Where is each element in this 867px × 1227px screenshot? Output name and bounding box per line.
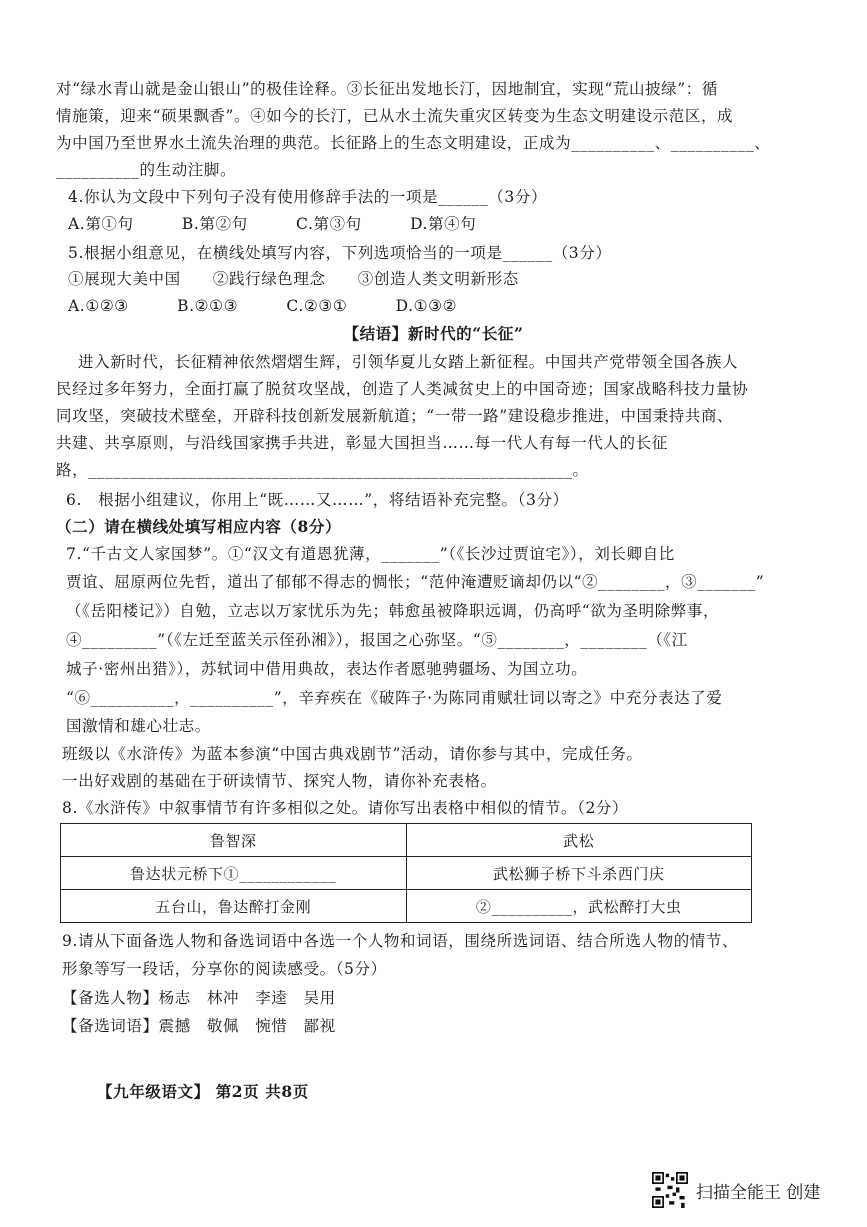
question-7-line: 贾谊、屈原两位先哲，道出了郁郁不得志的惆怅；“范仲淹遭贬谪却仍以“②________，③_______”: [66, 573, 765, 591]
table-cell: 鲁达状元桥下①____________: [61, 857, 407, 890]
conclusion-line: 共建、共享原则，与沿线国家携手共进，彰显大国担当……每一代人有每一代人的长征: [56, 434, 668, 452]
question-7-line: “⑥__________，__________”，辛弃疾在《破阵子·为陈同甫赋壮词以寄之》中充分表达了爱: [66, 689, 723, 707]
qr-code-icon: [652, 1172, 688, 1208]
question-6: 6. 根据小组建议，你用上“既……又……”，将结语补充完整。（3分）: [66, 491, 569, 509]
question-9-line: 形象等写一段话，分享你的阅读感受。（5分）: [62, 960, 387, 978]
conclusion-line: 同攻坚，突破技术壁垒，开辟科技创新发展新航道；“一带一路”建设稳步推进，中国秉持共商、: [56, 407, 734, 425]
table-header: 武松: [406, 824, 752, 857]
question-4-options: A.第①句 B.第②句 C.第③句 D.第④句: [68, 215, 477, 233]
plot-comparison-table: [60, 823, 752, 923]
body-line: 对“绿水青山就是金山银山”的极佳诠释。③长征出发地长汀，因地制宜，实现“荒山披绿”：循: [56, 80, 718, 98]
conclusion-line: 进入新时代，长征精神依然熠熠生辉，引领华夏儿女踏上新征程。中国共产党带领全国各族人: [78, 353, 739, 371]
scanner-label: 扫描全能王 创建: [696, 1182, 821, 1203]
question-7-line: 国激情和雄心壮志。: [66, 717, 211, 735]
section-title: 【结语】新时代的“长征”: [343, 324, 524, 343]
candidate-people: 【备选人物】杨志 林冲 李逵 吴用: [62, 989, 336, 1007]
table-cell: 武松狮子桥下斗杀西门庆: [406, 857, 752, 890]
table-row: [61, 890, 752, 923]
part-2-title: （二）请在横线处填写相应内容（8分）: [56, 517, 342, 536]
table-row: [61, 857, 752, 890]
conclusion-line: 路，__________________________________________________________。: [56, 461, 589, 479]
page-footer: 【九年级语文】 第2页 共8页: [97, 1082, 309, 1101]
table-cell: 五台山，鲁达醉打金刚: [61, 890, 407, 923]
activity-intro: 班级以《水浒传》为蓝本参演“中国古典戏剧节”活动，请你参与其中，完成任务。: [62, 745, 643, 763]
question-7-line: （《岳阳楼记》）自勉，立志以万家忧乐为先；韩愈虽被降职远调，仍高呼“欲为圣明除弊事，: [66, 602, 720, 620]
question-9-line: 9.请从下面备选人物和备选词语中各选一个人物和词语，围绕所选词语、结合所选人物的情节、: [62, 932, 739, 950]
question-8: 8.《水浒传》中叙事情节有许多相似之处。请你写出表格中相似的情节。（2分）: [62, 799, 629, 817]
conclusion-line: 民经过多年努力，全面打赢了脱贫攻坚战，创造了人类减贫史上的中国奇迹；国家战略科技力量协: [56, 380, 749, 398]
question-5-items: ①展现大美中国 ②践行绿色理念 ③创造人类文明新形态: [68, 270, 519, 288]
table-header-row: [61, 824, 752, 857]
body-line: 为中国乃至世界水土流失治理的典范。长征路上的生态文明建设，正成为__________、__________、: [56, 134, 771, 152]
table-header: 鲁智深: [61, 824, 407, 857]
candidate-words: 【备选词语】震撼 敬佩 惋惜 鄙视: [62, 1017, 336, 1035]
question-4: 4.你认为文段中下列句子没有使用修辞手法的一项是______（3分）: [68, 188, 548, 206]
question-5-options: A.①②③ B.②①③ C.②③① D.①③②: [68, 297, 458, 315]
question-7-line: 城子·密州出猎》），苏轼词中借用典故，表达作者愿驰骋疆场、为国立功。: [66, 660, 588, 678]
question-5: 5.根据小组意见，在横线处填写内容，下列选项恰当的一项是______（3分）: [68, 244, 612, 262]
scanner-watermark: [652, 1172, 820, 1208]
table-cell: ②__________，武松醉打大虫: [406, 890, 752, 923]
question-7-line: 7.“千古文人家国梦”。①“汉文有道恩犹薄，_______”（《长沙过贾谊宅》），刘长卿自比: [66, 545, 675, 563]
activity-task: 一出好戏剧的基础在于研读情节、探究人物，请你补充表格。: [62, 772, 497, 790]
body-line: __________的生动注脚。: [56, 161, 237, 179]
body-line: 情施策，迎来“硕果飘香”。④如今的长汀，已从水土流失重灾区转变为生态文明建设示范区，成: [56, 107, 734, 125]
question-7-line: ④_________”（《左迁至蓝关示侄孙湘》），报国之心弥坚。“⑤________，________（《江: [66, 631, 688, 649]
